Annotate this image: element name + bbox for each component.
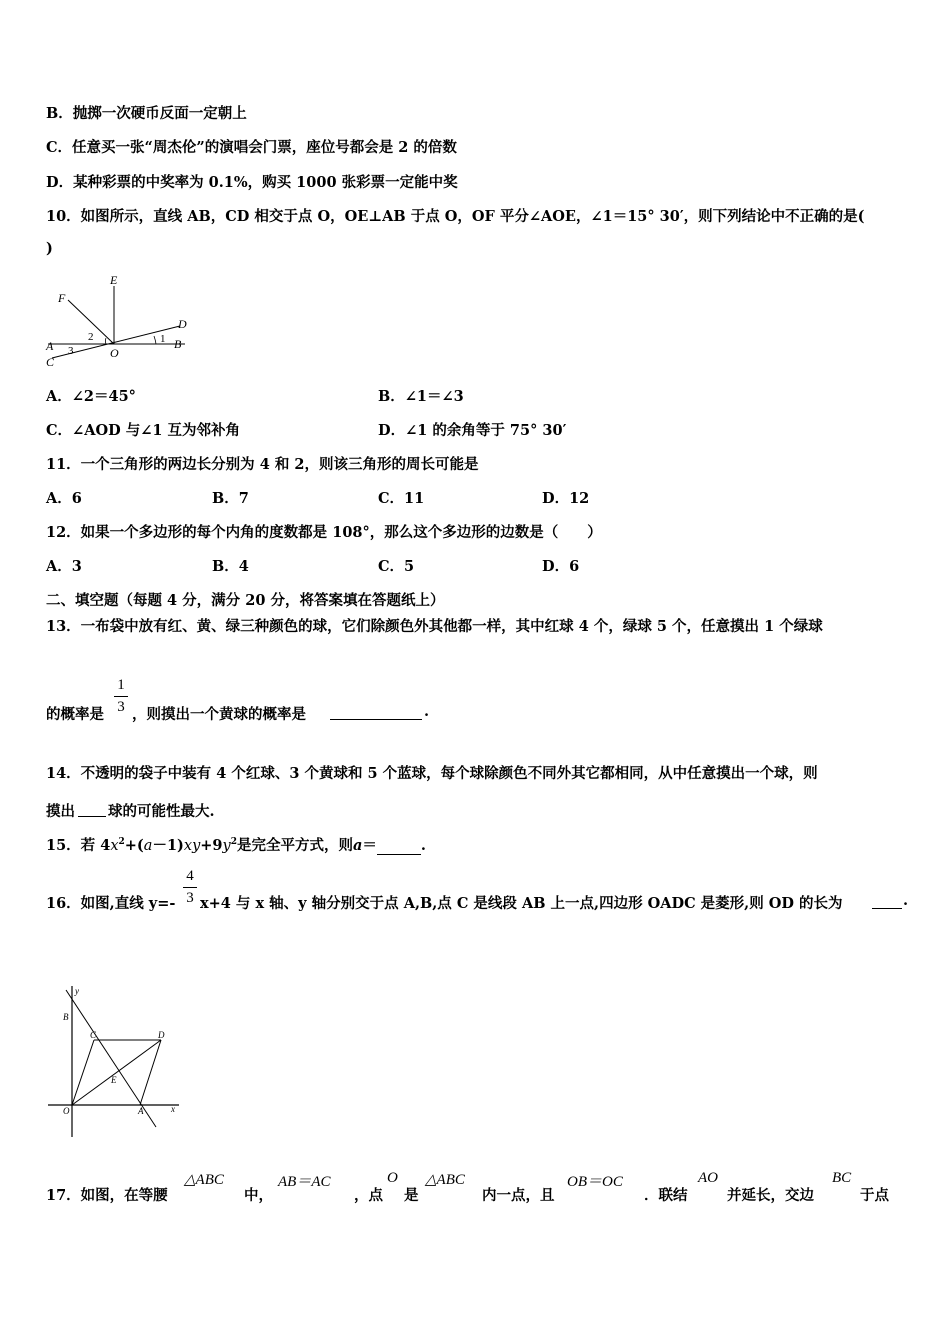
q13-line2-c: . bbox=[424, 703, 430, 720]
q15-y: y bbox=[222, 838, 231, 854]
q10-stem-close: ) bbox=[46, 240, 53, 257]
q16-fraction bbox=[183, 868, 197, 907]
q17-math-4: △ABC bbox=[425, 1172, 465, 1188]
q10-option-b: B．∠1＝∠3 bbox=[378, 388, 464, 405]
q13-line2-b: ，则摸出一个黄球的概率是 bbox=[132, 706, 306, 723]
q15-minus: －1) bbox=[152, 837, 184, 854]
q16-suffix: x+4 与 x 轴、y 轴分别交于点 A,B,点 C 是线段 AB 上一点,四边形 OADC 是菱形,则 OD 的长为 bbox=[200, 895, 843, 912]
q15-plus9: +9 bbox=[200, 837, 223, 854]
q10-label-e: E bbox=[110, 273, 118, 287]
q13-frac-num: 1 bbox=[117, 677, 125, 693]
q14-answer-blank[interactable] bbox=[78, 800, 106, 817]
q10-label-2: 2 bbox=[88, 331, 94, 343]
q16-label-y: y bbox=[75, 986, 79, 996]
q17-text-5: 内一点，且 bbox=[482, 1187, 555, 1204]
q10-label-a: A bbox=[46, 339, 54, 353]
q14-line2-b: 球的可能性最大. bbox=[108, 803, 215, 820]
q14-line2-a: 摸出 bbox=[46, 803, 75, 820]
q15-mid: +( bbox=[124, 837, 144, 854]
section-heading: 二、填空题（每题 4 分，满分 20 分，将答案填在答题纸上） bbox=[46, 592, 445, 609]
q10-label-f: F bbox=[58, 291, 66, 305]
q13-answer-blank[interactable] bbox=[330, 703, 422, 720]
q16-prefix: 16．如图,直线 y=- bbox=[46, 895, 176, 912]
q13-fraction bbox=[114, 677, 128, 716]
q11-option-c: C．11 bbox=[378, 490, 425, 507]
q15-xy: xy bbox=[183, 838, 201, 854]
q17-text-6: ．联结 bbox=[644, 1187, 688, 1204]
q17-math-2: AB＝AC bbox=[278, 1174, 331, 1190]
q9-option-c: C．任意买一张“周杰伦”的演唱会门票，座位号都会是 2 的倍数 bbox=[46, 139, 457, 156]
q16-frac-den: 3 bbox=[186, 890, 194, 906]
q16-frac-bar bbox=[183, 887, 197, 888]
q15-sup1: 2 bbox=[118, 837, 125, 848]
q16-label-d: D bbox=[158, 1030, 165, 1040]
q10-label-3: 3 bbox=[68, 345, 74, 357]
q16-label-e: E bbox=[111, 1075, 117, 1085]
q10-option-c: C．∠AOD 与∠1 互为邻补角 bbox=[46, 422, 240, 439]
q15-stem bbox=[46, 834, 426, 855]
q10-figure bbox=[40, 272, 200, 372]
q15-x: x bbox=[110, 838, 119, 854]
q17-math-7: BC bbox=[832, 1170, 852, 1186]
q11-option-b: B．7 bbox=[212, 490, 249, 507]
q13-stem: 13．一布袋中放有红、黄、绿三种颜色的球，它们除颜色外其他都一样，其中红球 4 个，绿球 5 个，任意摸出 1 个绿球 bbox=[46, 618, 823, 635]
q10-stem: 10．如图所示，直线 AB，CD 相交于点 O，OE⊥AB 于点 O，OF 平分∠AOE，∠1＝15° 30′，则下列结论中不正确的是( bbox=[46, 208, 865, 225]
q15-suffix: 是完全平方式，则 bbox=[237, 837, 353, 854]
q16-label-b: B bbox=[63, 1012, 69, 1022]
q15-end: . bbox=[420, 837, 426, 854]
q17-text-7: 并延长，交边 bbox=[727, 1187, 814, 1204]
q15-eq: ＝ bbox=[362, 837, 377, 854]
q12-option-c: C．5 bbox=[378, 558, 415, 575]
q12-option-a: A．3 bbox=[46, 558, 82, 575]
q13-line2-a: 的概率是 bbox=[46, 706, 104, 723]
q17-text-2: 中， bbox=[244, 1187, 273, 1204]
q11-stem: 11．一个三角形的两边长分别为 4 和 2，则该三角形的周长可能是 bbox=[46, 456, 479, 473]
q17-text-3: ，点 bbox=[354, 1187, 383, 1204]
q12-option-b: B．4 bbox=[212, 558, 249, 575]
q15-a2: a bbox=[353, 837, 363, 854]
q11-option-d: D．12 bbox=[542, 490, 590, 507]
q12-stem: 12．如果一个多边形的每个内角的度数都是 108°，那么这个多边形的边数是（ ） bbox=[46, 524, 602, 541]
q10-label-o: O bbox=[110, 346, 119, 360]
q10-label-d: D bbox=[178, 317, 187, 331]
q17-math-1: △ABC bbox=[184, 1172, 224, 1188]
q16-label-c: C bbox=[90, 1030, 97, 1040]
q9-option-d: D．某种彩票的中奖率为 0.1%，购买 1000 张彩票一定能中奖 bbox=[46, 174, 458, 191]
q10-label-1: 1 bbox=[160, 333, 166, 345]
q16-answer-blank[interactable] bbox=[872, 892, 902, 909]
q16-frac-num: 4 bbox=[186, 868, 194, 884]
q14-line1: 14．不透明的袋子中装有 4 个红球、3 个黄球和 5 个蓝球，每个球除颜色不同外其它都相同，从中任意摸出一个球，则 bbox=[46, 765, 818, 782]
q17-math-6: AO bbox=[698, 1170, 718, 1186]
q17-text-8: 于点 bbox=[860, 1187, 889, 1204]
q9-option-b: B．抛掷一次硬币反面一定朝上 bbox=[46, 105, 247, 122]
q16-end: . bbox=[903, 892, 909, 909]
q17-math-5: OB＝OC bbox=[567, 1174, 623, 1190]
q10-label-c: C bbox=[46, 355, 55, 369]
q16-label-x: x bbox=[171, 1104, 175, 1114]
q17-text-1: 17．如图，在等腰 bbox=[46, 1187, 168, 1204]
q15-sup2: 2 bbox=[230, 837, 237, 848]
q11-option-a: A．6 bbox=[46, 490, 82, 507]
q15-a: a bbox=[143, 838, 153, 854]
q12-option-d: D．6 bbox=[542, 558, 580, 575]
q17-math-3: O bbox=[387, 1170, 398, 1186]
q16-label-o: O bbox=[63, 1106, 70, 1116]
q10-option-a: A．∠2＝45° bbox=[46, 388, 136, 405]
q16-label-a: A bbox=[138, 1106, 144, 1116]
q15-answer-blank[interactable] bbox=[377, 840, 421, 855]
q13-frac-den: 3 bbox=[117, 699, 125, 715]
q13-frac-bar bbox=[114, 696, 128, 697]
q16-figure bbox=[44, 982, 189, 1142]
q17-text-4: 是 bbox=[404, 1187, 419, 1204]
q10-option-d: D．∠1 的余角等于 75° 30′ bbox=[378, 422, 567, 439]
q15-prefix: 15．若 4 bbox=[46, 837, 111, 854]
q10-label-b: B bbox=[174, 337, 182, 351]
